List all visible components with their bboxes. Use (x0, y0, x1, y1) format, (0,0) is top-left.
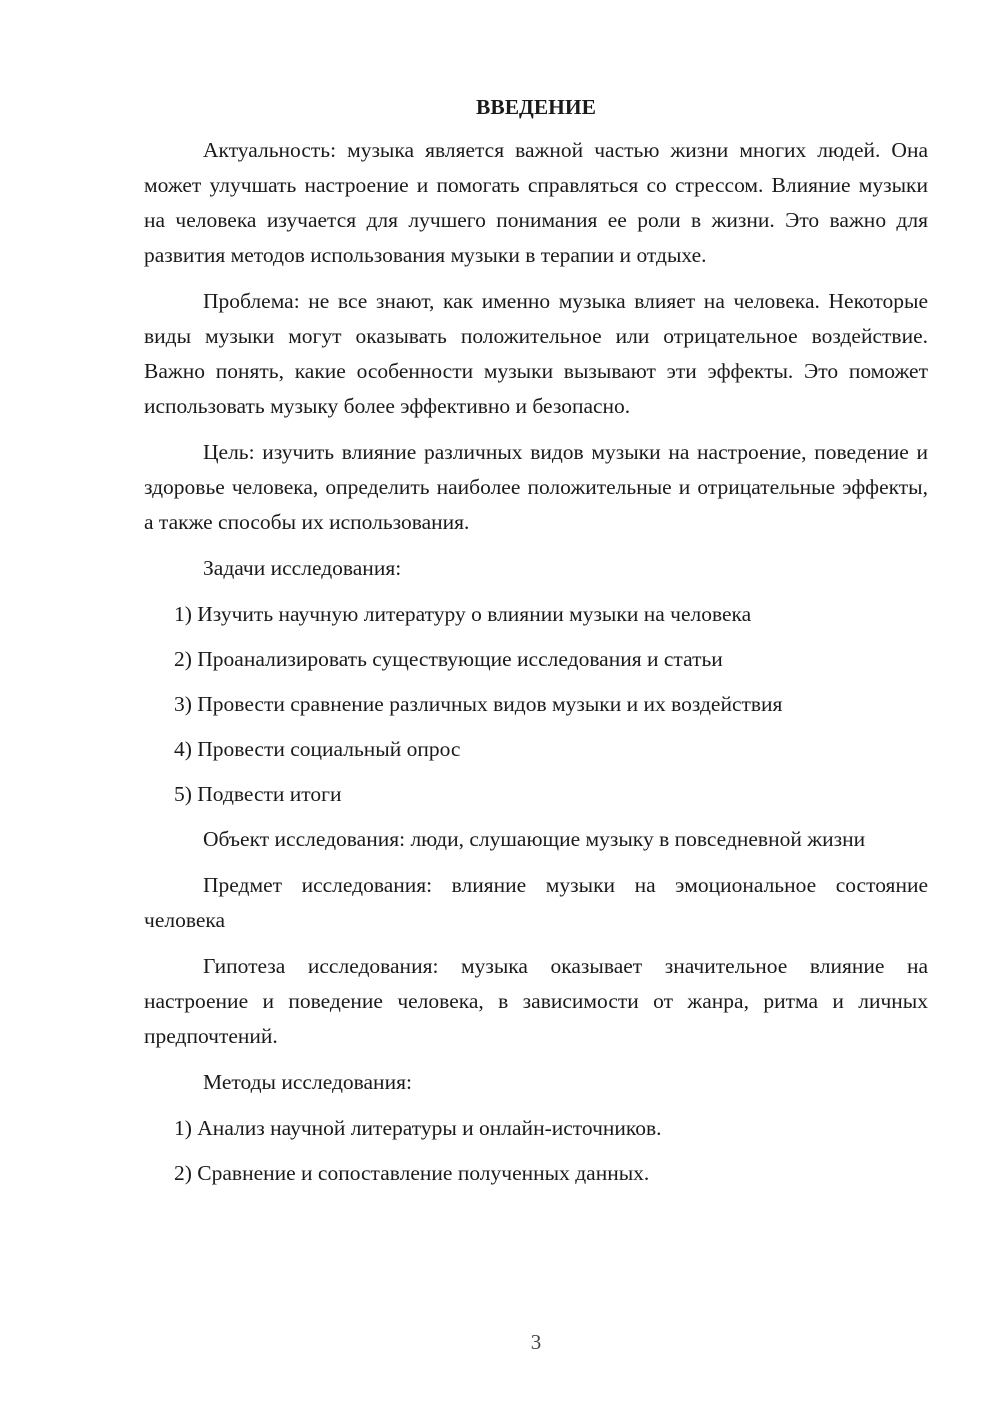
page-number: 3 (530, 1330, 542, 1354)
task-item: 2) Проанализировать существующие исследования и статьи (174, 647, 723, 671)
task-item: 5) Подвести итоги (174, 782, 342, 806)
methods-list (144, 1111, 928, 1191)
section-heading: ВВЕДЕНИЕ (476, 95, 596, 119)
paragraph-object: Объект исследования: люди, слушающие музыку в повседневной жизни (203, 827, 866, 851)
task-item: 4) Провести социальный опрос (174, 737, 461, 761)
methods-label: Методы исследования: (203, 1070, 412, 1094)
method-item: 1) Анализ научной литературы и онлайн-источников. (174, 1116, 662, 1140)
tasks-list (144, 597, 928, 812)
tasks-label: Задачи исследования: (203, 556, 402, 580)
paragraph-relevance: Актуальность: музыка является важной частью жизни многих людей. Она может улучшать настроение и помогать справляться со стрессом. Влияние музыки на человека изучается для лучшего понимания ее роли в жизни. Это важно для развития методов использования музыки в терапии и отдыхе. (144, 138, 928, 267)
task-item: 3) Провести сравнение различных видов музыки и их воздействия (174, 692, 783, 716)
paragraph-hypothesis: Гипотеза исследования: музыка оказывает значительное влияние на настроение и поведение человека, в зависимости от жанра, ритма и личных предпочтений. (144, 954, 928, 1048)
paragraph-subject: Предмет исследования: влияние музыки на эмоциональное состояние человека (144, 873, 928, 932)
task-item: 1) Изучить научную литературу о влиянии музыки на человека (174, 602, 752, 626)
paragraph-goal: Цель: изучить влияние различных видов музыки на настроение, поведение и здоровье человека, определить наиболее положительные и отрицательные эффекты, а также способы их использования. (144, 440, 928, 534)
document-page (144, 90, 928, 1201)
method-item: 2) Сравнение и сопоставление полученных данных. (174, 1161, 650, 1185)
paragraph-problem: Проблема: не все знают, как именно музыка влияет на человека. Некоторые виды музыки могут оказывать положительное или отрицательное воздействие. Важно понять, какие особенности музыки вызывают эти эффекты. Это поможет использовать музыку более эффективно и безопасно. (144, 289, 928, 418)
